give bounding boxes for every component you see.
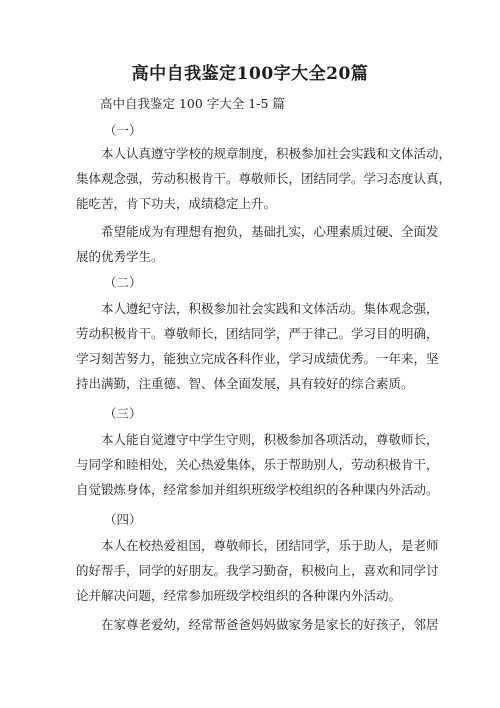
paragraph-4-2 [76,612,439,637]
paragraph-line: 自觉锻炼身体，经常参加并组织班级学校组织的各种课内外活动。 [76,482,439,497]
paragraph-4-1 [76,533,439,608]
paragraph-line: 能吃苦，肯下功夫，成绩稳定上升。 [76,196,277,211]
paragraph-line: 展的优秀学生。 [76,249,164,264]
paragraph-line: 本人认真遵守学校的规章制度，积极参加社会实践和文体活动， [101,146,452,161]
paragraph-1-2 [76,219,439,269]
paragraph-line: 的好帮手，同学的好朋友。我学习勤奋，积极向上，喜欢和同学讨 [76,563,439,578]
paragraph-line: 集体观念强，劳动积极肯干。尊敬师长，团结同学。学习态度认真， [76,171,452,186]
paragraph-2-1 [76,296,439,396]
paragraph-line: 本人能自觉遵守中学生守则，积极参加各项活动，尊敬师长， [101,432,439,447]
paragraph-1-1 [76,141,452,216]
paragraph-line: 希望能成为有理想有抱负，基础扎实，心理素质过硬、全面发 [101,224,439,239]
section-heading-1: （一） [104,123,142,138]
paragraph-line: 劳动积极肯干。尊敬师长，团结同学，严于律己。学习目的明确， [76,326,439,341]
paragraph-line: 与同学和睦相处，关心热爱集体，乐于帮助别人，劳动积极肯干， [76,457,439,472]
section-heading-4: （四） [104,512,142,527]
paragraph-line: 本人遵纪守法，积极参加社会实践和文体活动。集体观念强， [101,301,439,316]
paragraph-line: 论并解决问题，经常参加班级学校组织的各种课内外活动。 [76,588,402,603]
paragraph-line: 持出满勤，注重德、智、体全面发展，具有较好的综合素质。 [76,376,414,391]
document-title: 高中自我鉴定100字大全20篇 [131,64,369,84]
paragraph-line: 在家尊老爱幼，经常帮爸爸妈妈做家务是家长的好孩子，邻居 [101,617,439,632]
paragraph-line: 本人在校热爱祖国，尊敬师长，团结同学，乐于助人，是老师 [101,538,439,553]
paragraph-line: 学习刻苦努力，能独立完成各科作业，学习成绩优秀。一年来，坚 [76,351,439,366]
section-heading-2: （二） [104,275,142,290]
section-heading-3: （三） [104,406,142,421]
document-subtitle: 高中自我鉴定 100 字大全 1-5 篇 [100,96,285,111]
paragraph-3-1 [76,427,439,502]
